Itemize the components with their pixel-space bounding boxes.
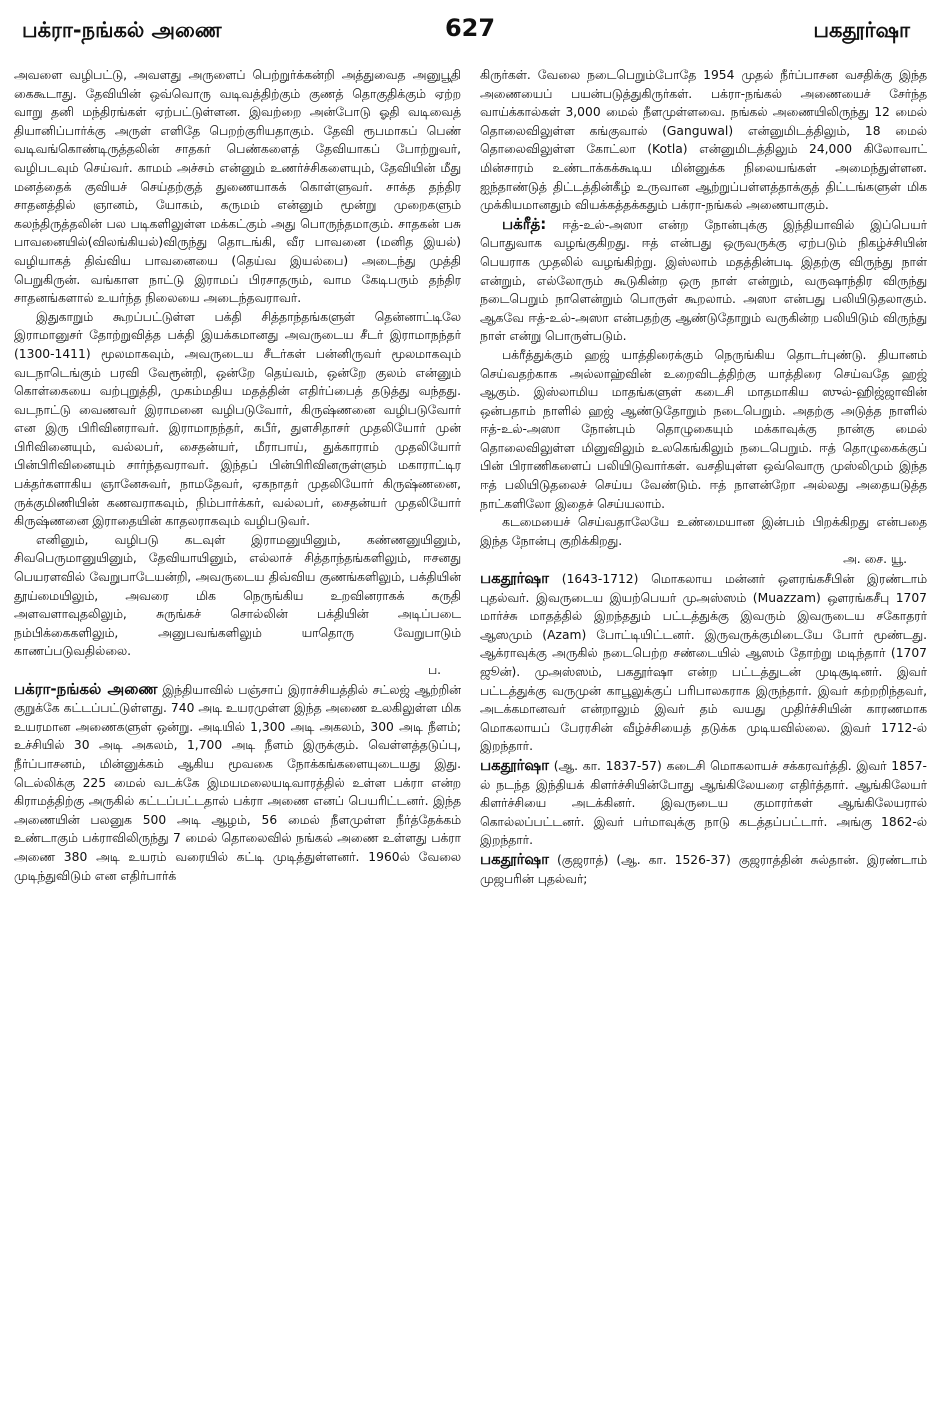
entry-body: (குஜராத்) (ஆ. கா. 1526-37) குஜராத்தின் சுல்தான். இரண்டாம் முஜபரின் புதல்வர்;: [480, 852, 927, 886]
entry-heading: பக்ரீத்:: [502, 214, 547, 233]
entry-heading: பகதூர்ஷா: [480, 755, 550, 774]
entry-heading: பகதூர்ஷா: [480, 849, 550, 868]
page-number: 627: [444, 14, 496, 42]
right-column: [480, 66, 927, 1421]
entry-body: ஈத்-உல்-அஸா என்ற நோன்புக்கு இந்தியாவில் இப்பெயர் பொதுவாக வழங்குகிறது. ஈத் என்பது ஒருவருக்கு ஏற்படும் நிகழ்ச்சியின் பெயராக முதலில் வழங்கிற்று. இஸ்லாம் மதத்தின்படி இதற்கு விருந்து நாள் என்றும், எல்லோரும் கூடுகின்ற ஒரு நாள் என்றும், வருஷாந்திர விருந்து நடைபெறும் நாளென்றும் பொருள் கூறலாம். அஸா என்பது பலியிடுதலாகும். ஆகவே ஈத்-உல்-அஸா என்பதற்கு ஆண்டுதோறும் வருகின்ற பலியிடும் விருந்து நாள் என்று பொருள்படும்.: [480, 217, 927, 344]
entry-bahadur-shah-1: [480, 569, 927, 756]
entry-bahadur-shah-2: [480, 756, 927, 850]
left-column: [14, 66, 461, 1421]
entry-heading: பக்ரா-நங்கல் அணை: [14, 679, 158, 698]
page-header: [0, 0, 940, 58]
author-initials: ப.: [427, 663, 441, 677]
paragraph: கிருர்கள். வேலை நடைபெறும்போதே 1954 முதல் நீர்ப்பாசன வசதிக்கு இந்த அணையைப் பயன்படுத்துகிருர்கள். பக்ரா-நங்கல் அணையைச் சேர்ந்த வாய்க்கால்கள் 3,000 மைல் நீளமுள்ளவை. நங்கல் அணையிலிருந்து 12 மைல் தொலைவிலுள்ள கங்குவால் (Ganguwal) என்னுமிடத்திலும், 18 மைல் தொலைவிலுள்ள கோட்லா (Kotla) என்னுமிடத்திலும் 24,000 கிலோவாட் மின்சாரம் உண்டாக்கக்கூடிய மின்னுக்க நிலையங்கள் அமைந்துள்ளன. ஐந்தாண்டுத் திட்டத்தின்கீழ் உருவான ஆற்றுப்பள்ளத்தாக்குத் திட்டங்களுள் மிக முக்கியமானதும் வியக்கத்தக்கதும் பக்ரா-நங்கல் அணையாகும்.: [480, 68, 927, 213]
entry-body: (ஆ. கா. 1837-57) கடைசி மொகலாயச் சக்கரவர்த்தி. இவர் 1857-ல் நடந்த இந்தியக் கிளர்ச்சியின்போது ஆங்கிலேயரை எதிர்த்தார். ஆங்கிலேயர் கிளர்ச்சியை அடக்கினர். இவருடைய குமாரர்கள் ஆங்கிலேயரால் கொல்லப்பட்டனர். இவர் பர்மாவுக்கு நாடு கடத்தப்பட்டார். அங்கு 1862-ல் இறந்தார்.: [480, 758, 927, 848]
entry-bhakra-nangal: [14, 680, 461, 886]
entry-body: இந்தியாவில் பஞ்சாப் இராச்சியத்தில் சட்லஜ் ஆற்றின் குறுக்கே கட்டப்பட்டுள்ளது. 740 அடி உயரமுள்ள இந்த அணை உலகிலுள்ள மிக உயரமான அணைகளுள் ஒன்று. அடியில் 1,300 அடி அகலம், 300 அடி நீளம்; உச்சியில் 30 அடி அகலம், 1,700 அடி நீளம் இருக்கும். வெள்ளத்தடுப்பு, நீர்ப்பாசனம், மின்னுக்கம் ஆகிய மூவகை நோக்கங்களையுடையது இது. டெல்லிக்கு 225 மைல் வடக்கே இமயமலையடிவாரத்தில் உள்ள பக்ரா என்ற கிராமத்திற்கு அருகில் கட்டப்பட்டதால் பக்ரா அணை எனப் பெயரிட்டனர். இந்த அணையின் பலனுக 500 அடி ஆழம், 56 மைல் நீளமுள்ள நீர்த்தேக்கம் உண்டாகும் பக்ராவிலிருந்து 7 மைல் தொலைவில் நங்கல் அணை உள்ளது பக்ரா அணை 380 அடி உயரம் வரையில் கட்டி முடித்துள்ளனர். 1960ல் வேலை முடிந்துவிடும் என எதிர்பார்க்: [14, 682, 461, 883]
paragraph: இதுகாறும் கூறப்பட்டுள்ள பக்தி சித்தாந்தங்களுள் தென்னாட்டிலே இராமானுசர் தோற்றுவித்த பக்தி இயக்கமானது அவருடைய சீடர் இராமாநந்தர் (1300-1411) மூலமாகவும், அவருடைய சீடர்கள் பன்னிருவர் மூலமாகவும் வடநாடெங்கும் பரவி வேரூன்றி, ஒன்றே தெய்வம், ஒன்றே குலம் என்னும் கொள்கையை வற்புறுத்தி, முகம்மதிய மதத்தின் எதிர்ப்பைத் தடுத்து வந்தது. வடநாட்டு வைணவர் இராமனை வழிபடுவோர், கிருஷ்ணனை வழிபடுவோர் என இரு பிரிவினராவர். இராமாநந்தர், கபீர், துளசிதாசர் முதலியோர் முன் பிரிவினையும், வல்லபர், சைதன்யர், மீராபாய், துக்காராம் முதலியோர் பின்பிரிவினையும் சார்ந்தவராவர். இந்தப் பின்பிரிவினருள்ளும் மகாராட்டிர பக்தர்களாகிய ஞானேசுவர், நாமதேவர், ஏகநாதர் முதலியோர் கிருஷ்ணனை, ருக்குமிணியின் கணவராகவும், நிம்பார்க்கர், வல்லபர், சைதன்யர் முதலியோர் கிருஷ்ணனை இராதையின் காதலராகவும் வழிபடுவர்.: [14, 309, 461, 529]
running-head-right: பகதூர்ஷா: [813, 18, 910, 42]
paragraph: எனினும், வழிபடு கடவுள் இராமனுயினும், கண்ணனுயினும், சிவபெருமானுயினும், தேவியாயினும், எல்லாச் சித்தாந்தங்களிலும், ஈசனது பெயரளவில் வேறுபாடேயன்றி, அவருடைய திவ்விய குணங்களிலும், பக்தியின் தூய்மையிலும், அவரை மிக நெருங்கிய உறவினராகக் கருதி அளவளாவுதலிலும், சுருங்கச் சொல்லின் பக்தியின் அடிப்படை நம்பிக்கைகளிலும், அனுபவங்களிலும் யாதொரு வேறுபாடும் காணப்படுவதில்லை.: [14, 532, 461, 659]
paragraph: அவளை வழிபட்டு, அவளது அருளைப் பெற்றுர்க்கன்றி அத்துவைத அனுபூதி கைகூடாது. தேவியின் ஒவ்வொரு வடிவத்திற்கும் குணத் தொகுதிக்கும் ஏற்ற வாறு தனி மந்திரங்கள் ஏற்பட்டுள்ளன. இவற்றை அன்போடு ஓதி வடிவைத் தியானிப்பார்க்கு அருள் எளிதே பெறற்குரியதாகும். தேவி ரூபமாகப் பெண் வடிவங்கொண்டிருத்தலின் சாதகர் பெண்களைத் தேவியாகப் போற்றுவர், வழிபடவும் செய்வர். காமம் அச்சம் என்னும் உணர்ச்சிகளையும், தேவியின் மீது மனத்தைக் குவியச் செய்தற்குத் துணையாகக் கொள்ளுவர். சாக்த தந்திர சாதனத்தில் ஞானம், யோகம், கருமம் என்னும் மூன்று முறைகளும் கலந்திருத்தலின் பல படிகளிலுள்ள மக்கட்கும் அது பொருந்தமாகும். சாதகன் பசு பாவனையில்(விலங்கியல்)விருந்து தொடங்கி, வீர பாவனை (மனித இயல்) வழியாகத் திவ்விய பாவனையை (தெய்வ இயல்பை) அடைந்து முத்தி பெறுகிருன். வங்காள நாட்டு இராமப் பிரசாதரும், வாம கேடிபரும் தந்திர சாதனங்களால் உயர்ந்த நிலையை அடைந்தவராவர்.: [14, 68, 461, 306]
entry-bahadur-shah-3: [480, 850, 927, 888]
author-initials: அ. சை. யூ.: [843, 552, 907, 567]
entry-body: (1643-1712) மொகலாய மன்னர் ஒளரங்கசீபின் இரண்டாம் புதல்வர். இவருடைய இயற்பெயர் முஅஸ்ஸம் (Muazzam) ஔரங்கசீபு 1707 மார்ச்சு மாதத்தில் இறந்ததும் பட்டத்துக்கு இவரும் இவருடைய சகோதரர் ஆஸமும் (Azam) போட்டியிட்டனர். இருவருக்குமிடையே போர் மூண்டது. ஆக்ராவுக்கு அருகில் நடைபெற்ற சண்டையில் ஆஸம் தோற்று மடிந்தார் (1707 ஜூன்). முஅஸ்ஸம், பகதூர்ஷா என்ற பட்டத்துடன் முடிசூடினர். இவர் பட்டத்துக்கு வருமுன் காபூலுக்குப் பரிபாலகராக இருந்தார். இவர் கற்றறிந்தவர், அடக்கமானவர் என்றாலும் இவர் தம் வயது முதிர்ச்சியின் காரணமாக மொகலாயப் பேரரசின் வீழ்ச்சியைத் தடுக்க முடியவில்லை. இவர் 1712-ல் இறந்தார்.: [480, 572, 927, 754]
entry-heading: பகதூர்ஷா: [480, 569, 550, 588]
running-head-left: பக்ரா-நங்கல் அணை: [22, 18, 222, 42]
paragraph: கடமையைச் செய்வதாலேயே உண்மையான இன்பம் பிறக்கிறது என்பதை இந்த நோன்பு குறிக்கிறது.: [480, 515, 927, 548]
paragraph: பக்ரீத்துக்கும் ஹஜ் யாத்திரைக்கும் நெருங்கிய தொடர்புண்டு. தியானம் செய்வதற்காக அல்லாஹ்வின் உறைவிடத்திற்கு யாத்திரை செய்வதே ஹஜ் ஆகும். இஸ்லாமிய மாதங்களுள் கடைசி மாதமாகிய ஸுல்-ஹிஜ்ஜாவின் ஒன்பதாம் நாளில் ஹஜ் ஆண்டுதோறும் நடைபெறும். அதற்கு அடுத்த நாளில் ஈத்-உல்-அஸா நோன்பும் தொழுகையும் மக்காவுக்கு நான்கு மைல் தொலைவிலுள்ள மினுவிலும் உலகெங்கிலும் நடைபெறும். ஈத் தொழுகைக்குப் பின் பிராணிகளைப் பலியிடுவார்கள். வசதியுள்ள ஒவ்வொரு முஸ்லிமும் இந்த ஈத் பலியிடுதலைச் செய்ய வேண்டும். ஈத் நாளன்றோ அல்லது அதையடுத்த நாட்களிலோ இதைச் செய்யலாம்.: [480, 347, 927, 511]
entry-bakrid: [480, 215, 927, 346]
